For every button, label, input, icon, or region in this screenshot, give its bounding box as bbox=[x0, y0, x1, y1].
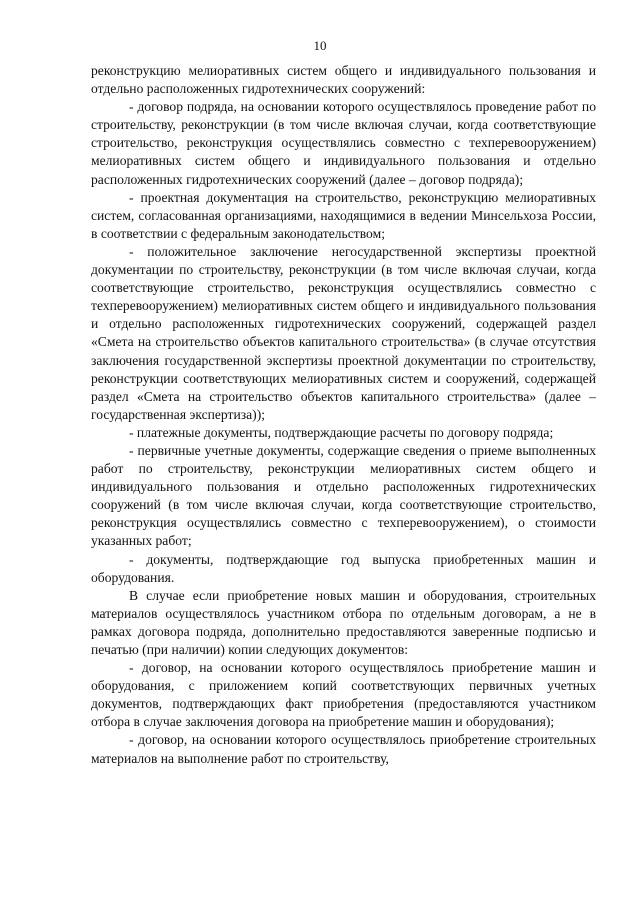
list-item-materials-contract: - договор, на основании которого осуществлялось приобретение строительных материалов на выполнение работ по строительству, bbox=[91, 732, 596, 766]
paragraph-separate-contracts: В случае если приобретение новых машин и оборудования, строительных материалов осуществлялось участником отбора по отдельным договорам, а не в рамках договора подряда, дополнительно предоставляются заверенные подписью и печатью (при наличии) копии следующих документов: bbox=[91, 587, 596, 657]
list-item-primary-accounting-documents: - первичные учетные документы, содержащие сведения о приеме выполненных работ по строительству, реконструкции мелиоративных систем общего и индивидуального пользования и отдельно расположенных гидротехнических сооружений (в том числе включая случаи, когда соответствующие строительство, реконструкция осуществлялись совместно с техперевооружением), о стоимости указанных работ; bbox=[91, 442, 596, 549]
list-item-contract: - договор подряда, на основании которого осуществлялось проведение работ по строительству, реконструкции (в том числе включая случаи, когда соответствующие строительство, реконструкция осуществлялись совместно с техперевооружением) мелиоративных систем общего и индивидуального пользования и отдельно расположенных гидротехнических сооружений (далее – договор подряда); bbox=[91, 99, 596, 187]
list-item-year-of-manufacture-documents: - документы, подтверждающие год выпуска приобретенных машин и оборудования. bbox=[91, 551, 596, 585]
page-number: 10 bbox=[313, 38, 327, 53]
list-item-project-documentation: - проектная документация на строительство, реконструкцию мелиоративных систем, согласованная организациями, находящимися в ведении Минсельхоза России, в соответствии с федеральным законодательством; bbox=[91, 189, 596, 241]
list-item-payment-documents: - платежные документы, подтверждающие расчеты по договору подряда; bbox=[129, 424, 554, 440]
paragraph-continuation: реконструкцию мелиоративных систем общего и индивидуального пользования и отдельно расположенных гидротехнических сооружений: bbox=[91, 63, 596, 97]
document-body bbox=[91, 62, 596, 768]
list-item-expert-conclusion: - положительное заключение негосударственной экспертизы проектной документации по строительству, реконструкции (в том числе включая случаи, когда соответствующие строительство, реконструкция осуществлялись совместно с техперевооружением) мелиоративных систем общего и индивидуального пользования и отдельно расположенных гидротехнических сооружений, содержащей раздел «Смета на строительство объектов капитального строительства» (в случае отсутствия заключения государственной экспертизы проектной документации по строительству, реконструкции соответствующих мелиоративных систем и сооружений, содержащей раздел «Смета на строительство объектов капитального строительства» (далее – государственная экспертиза)); bbox=[91, 243, 596, 422]
list-item-machinery-contract: - договор, на основании которого осуществлялось приобретение машин и оборудования, с приложением копий соответствующих первичных учетных документов, подтверждающих факт приобретения (предоставляются участником отбора в случае заключения договора на приобретение машин и оборудования); bbox=[91, 660, 596, 730]
